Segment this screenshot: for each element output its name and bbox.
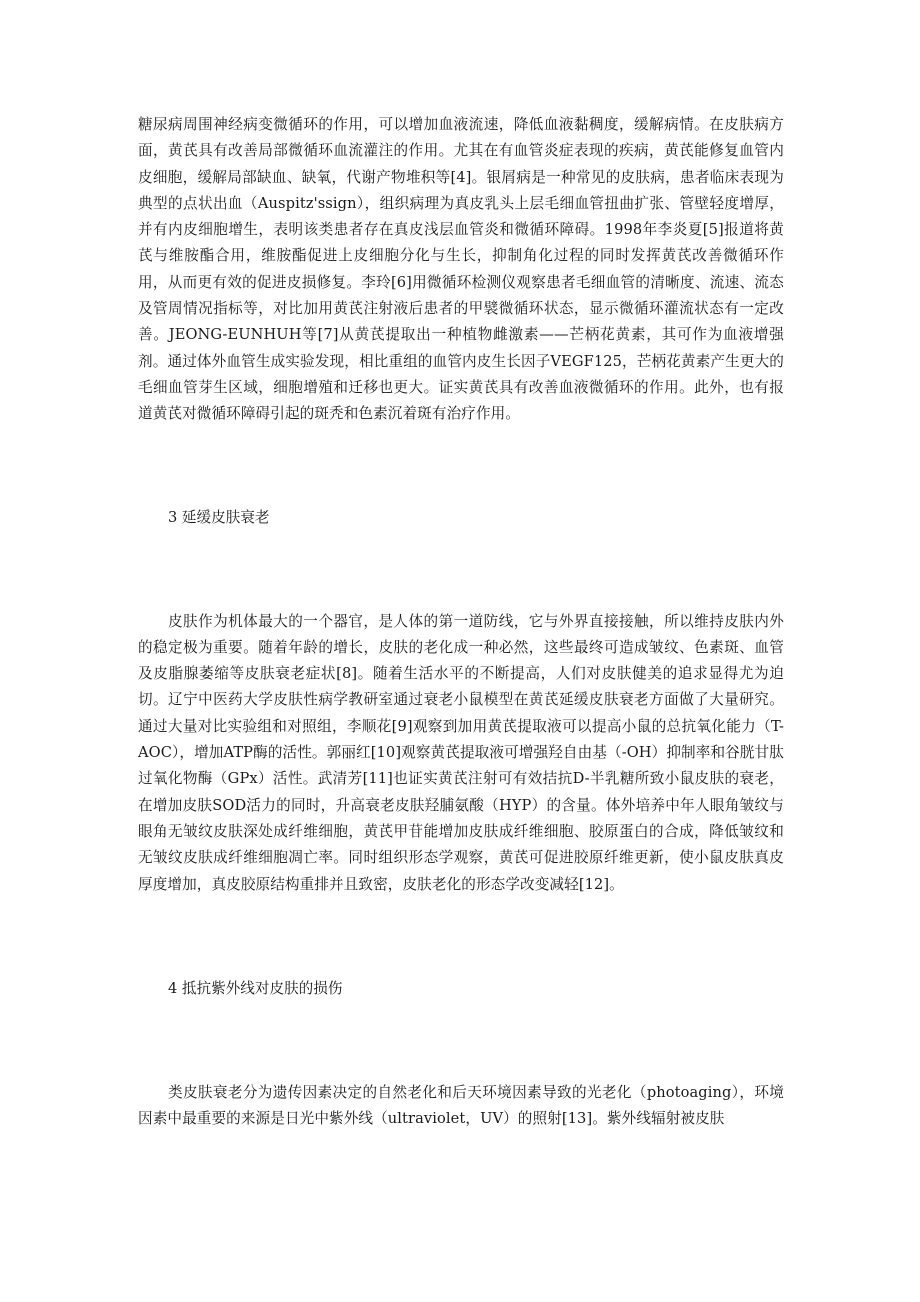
section-heading-3: 3 延缓皮肤衰老 [168, 508, 270, 526]
paragraph-skin-aging: 皮肤作为机体最大的一个器官，是人体的第一道防线，它与外界直接接触，所以维持皮肤内外的稳定极为重要。随着年龄的增长，皮肤的老化成一种必然，这些最终可造成皱纹、色素斑、血管及皮脂腺萎缩等皮肤衰老症状[8]。随着生活水平的不断提高，人们对皮肤健美的追求显得尤为迫切。辽宁中医药大学皮肤性病学教研室通过衰老小鼠模型在黄芪延缓皮肤衰老方面做了大量研究。通过大量对比实验组和对照组，李顺花[9]观察到加用黄芪提取液可以提高小鼠的总抗氧化能力（T-AOC），增加ATP酶的活性。郭丽红[10]观察黄芪提取液可增强羟自由基（-OH）抑制率和谷胱甘肽过氧化物酶（GPx）活性。武清芳[11]也证实黄芪注射可有效拮抗D-半乳糖所致小鼠皮肤的衰老，在增加皮肤SOD活力的同时，升高衰老皮肤羟脯氨酸（HYP）的含量。体外培养中年人眼角皱纹与眼角无皱纹皮肤深处成纤维细胞，黄芪甲苷能增加皮肤成纤维细胞、胶原蛋白的合成，降低皱纹和无皱纹皮肤成纤维细胞凋亡率。同时组织形态学观察，黄芪可促进胶原纤维更新，使小鼠皮肤真皮厚度增加，真皮胶原结构重排并且致密，皮肤老化的形态学改变减轻[12]。 [138, 612, 784, 893]
section-heading-4: 4 抵抗紫外线对皮肤的损伤 [168, 979, 343, 997]
document-page [138, 112, 784, 1132]
paragraph-microcirculation: 糖尿病周围神经病变微循环的作用，可以增加血液流速，降低血液黏稠度，缓解病情。在皮肤病方面，黄芪具有改善局部微循环血流灌注的作用。尤其在有血管炎症表现的疾病，黄芪能修复血管内皮细胞，缓解局部缺血、缺氧，代谢产物堆积等[4]。银屑病是一种常见的皮肤病，患者临床表现为典型的点状出血（Auspitz'ssign），组织病理为真皮乳头上层毛细血管扭曲扩张、管壁轻度增厚，并有内皮细胞增生，表明该类患者存在真皮浅层血管炎和微循环障碍。1998年李炎夏[5]报道将黄芪与维胺酯合用，维胺酯促进上皮细胞分化与生长，抑制角化过程的同时发挥黄芪改善微循环作用，从而更有效的促进皮损修复。李玲[6]用微循环检测仪观察患者毛细血管的清晰度、流速、流态及管周情况指标等，对比加用黄芪注射液后患者的甲襞微循环状态，显示微循环灌流状态有一定改善。JEONG-EUNHUH等[7]从黄芪提取出一种植物雌激素——芒柄花黄素，其可作为血液增强剂。通过体外血管生成实验发现，相比重组的血管内皮生长因子VEGF125，芒柄花黄素产生更大的毛细血管芽生区域，细胞增殖和迁移也更大。证实黄芪具有改善血液微循环的作用。此外，也有报道黄芪对微循环障碍引起的斑秃和色素沉着斑有治疗作用。 [138, 116, 784, 423]
paragraph-uv-damage: 类皮肤衰老分为遗传因素决定的自然老化和后天环境因素导致的光老化（photoaging），环境因素中最重要的来源是日光中紫外线（ultraviolet，UV）的照射[13]。紫外线辐射被皮肤 [138, 1083, 784, 1128]
